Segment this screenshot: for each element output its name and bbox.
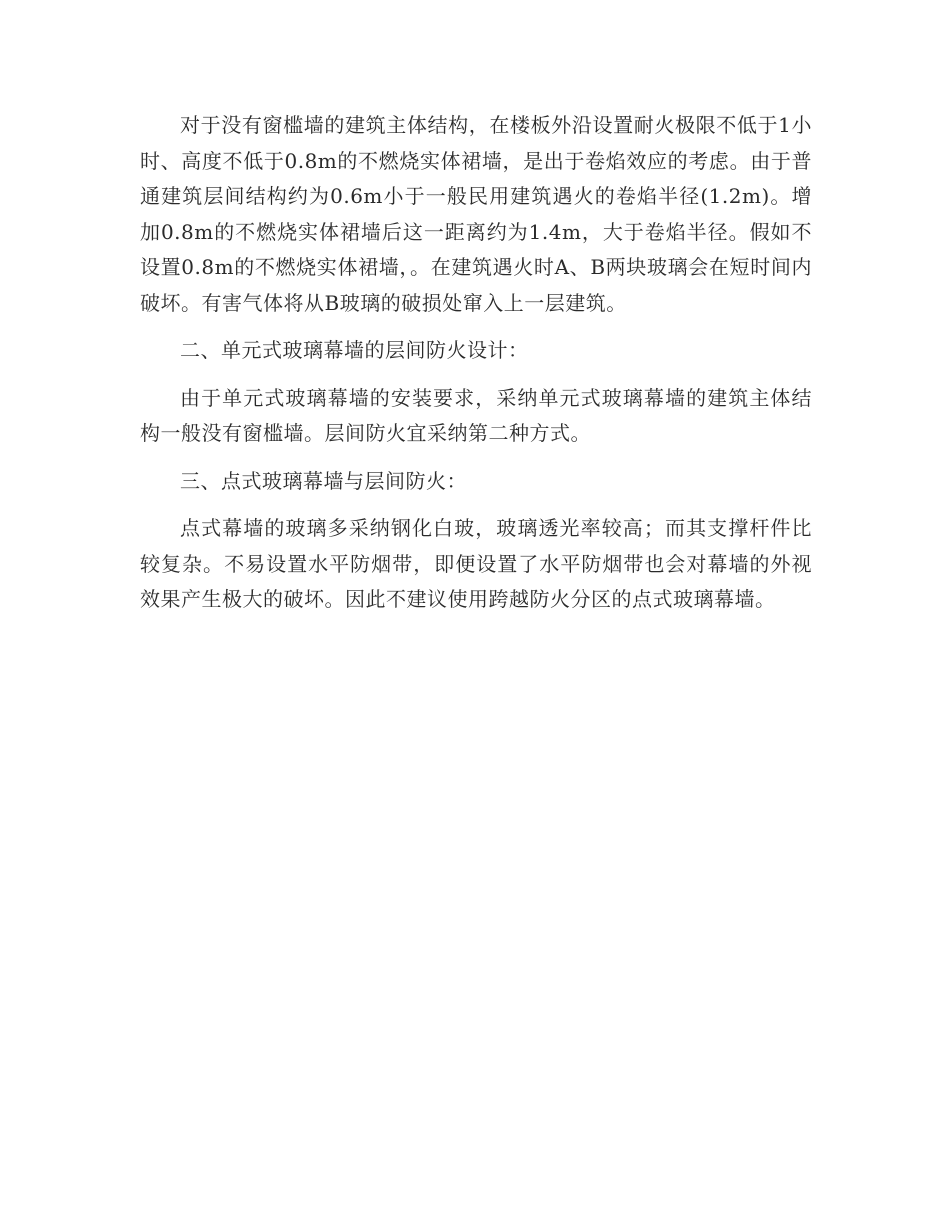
section-heading-unit-curtain-wall: 二、单元式玻璃幕墙的层间防火设计： [180,338,529,362]
document-body [140,108,812,630]
paragraph-unit-curtain-wall: 由于单元式玻璃幕墙的安装要求，采纳单元式玻璃幕墙的建筑主体结构一般没有窗槛墙。层间防火宜采纳第二种方式。 [140,385,812,445]
section-heading-point-curtain-wall: 三、点式玻璃幕墙与层间防火： [180,468,467,493]
paragraph-curtain-wall-intro: 对于没有窗槛墙的建筑主体结构，在楼板外沿设置耐火极限不低于1小时、高度不低于0.8m的不燃烧实体裙墙，是出于卷焰效应的考虑。由于普通建筑层间结构约为0.6m小于一般民用建筑遇火的卷焰半径(1.2m)。增加0.8m的不燃烧实体裙墙后这一距离约为1.4m，大于卷焰半径。假如不设置0.8m的不燃烧实体裙墙，。在建筑遇火时A、B两块玻璃会在短时间内破坏。有害气体将从B玻璃的破损处窜入上一层建筑。 [140,113,812,315]
paragraph-point-curtain-wall: 点式幕墙的玻璃多采纳钢化白玻，玻璃透光率较高；而其支撑杆件比较复杂。不易设置水平防烟带，即便设置了水平防烟带也会对幕墙的外视效果产生极大的破坏。因此不建议使用跨越防火分区的点式玻璃幕墙。 [140,516,812,611]
